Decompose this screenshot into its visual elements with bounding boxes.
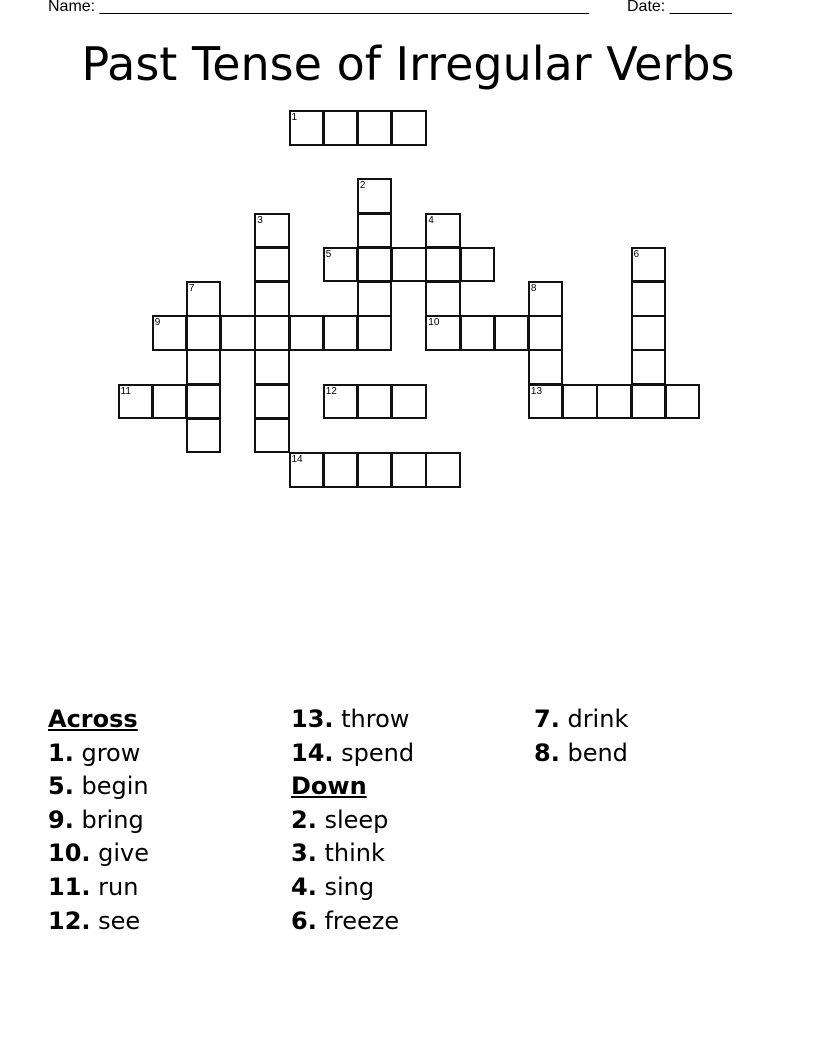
clue-item xyxy=(48,837,149,871)
clue-number: 14 xyxy=(291,454,303,465)
grid-cell[interactable] xyxy=(357,452,393,488)
grid-cell[interactable] xyxy=(254,418,290,454)
grid-cell[interactable] xyxy=(425,247,461,283)
grid-cell[interactable] xyxy=(460,315,496,351)
grid-cell[interactable] xyxy=(631,247,667,283)
grid-cell[interactable] xyxy=(631,349,667,385)
clue-item-text: begin xyxy=(73,772,149,801)
grid-cell[interactable] xyxy=(391,452,427,488)
grid-cell[interactable] xyxy=(528,384,564,420)
clue-item-text: bend xyxy=(559,738,628,767)
clue-item-text: throw xyxy=(333,705,410,733)
clue-number: 2 xyxy=(359,180,366,192)
clue-item xyxy=(48,905,149,939)
clue-item xyxy=(291,737,414,771)
grid-cell[interactable] xyxy=(323,315,359,351)
clue-item-number: 11. xyxy=(48,872,91,901)
clue-number: 12 xyxy=(325,385,337,397)
grid-cell[interactable] xyxy=(631,281,667,317)
clue-item xyxy=(48,737,149,771)
clue-item-number: 1. xyxy=(48,738,74,767)
clue-item-number: 4. xyxy=(291,872,317,901)
clue-number: 3 xyxy=(257,214,263,226)
grid-cell[interactable] xyxy=(562,384,598,420)
clue-item xyxy=(291,871,414,905)
page-title: Past Tense of Irregular Verbs xyxy=(81,37,735,91)
clue-number: 1 xyxy=(291,112,298,123)
clue-item xyxy=(291,837,414,871)
clue-item-text: grow xyxy=(73,738,141,767)
clue-column-1 xyxy=(48,703,149,938)
clue-item xyxy=(48,871,149,905)
clue-item-number: 12. xyxy=(48,906,91,935)
grid-cell[interactable] xyxy=(254,281,290,317)
grid-cell[interactable] xyxy=(323,452,359,488)
clue-item-number: 10. xyxy=(48,839,91,868)
clue-item-text: bring xyxy=(73,805,144,834)
grid-cell[interactable] xyxy=(323,384,359,420)
grid-cell[interactable] xyxy=(152,315,188,351)
clue-item-text: give xyxy=(90,839,150,868)
grid-cell[interactable] xyxy=(186,384,222,420)
grid-cell[interactable] xyxy=(528,349,564,385)
grid-cell[interactable] xyxy=(665,384,701,420)
clue-item xyxy=(48,804,149,838)
grid-cell[interactable] xyxy=(391,247,427,283)
clue-number: 10 xyxy=(428,317,440,329)
clue-item xyxy=(291,703,414,737)
clue-item-text: sing xyxy=(316,872,375,901)
clue-item xyxy=(291,905,414,939)
grid-cell[interactable] xyxy=(425,281,461,317)
clue-item-number: 14. xyxy=(291,738,334,767)
clue-heading: Down xyxy=(291,772,367,801)
grid-cell[interactable] xyxy=(357,178,393,214)
clue-item-number: 5. xyxy=(48,772,74,801)
clue-item-number: 7. xyxy=(534,705,560,733)
grid-cell[interactable] xyxy=(323,247,359,283)
clue-item-number: 6. xyxy=(291,906,317,935)
grid-cell[interactable] xyxy=(186,315,222,351)
clue-item-text: see xyxy=(90,906,141,935)
clue-item-text: sleep xyxy=(316,805,389,834)
clue-item xyxy=(534,737,628,771)
clue-number: 8 xyxy=(530,283,537,294)
grid-cell[interactable] xyxy=(323,110,359,146)
clue-column-3 xyxy=(534,703,628,770)
name-label: Name: xyxy=(48,0,96,15)
grid-cell[interactable] xyxy=(425,452,461,488)
clue-item-number: 9. xyxy=(48,805,74,834)
grid-cell[interactable] xyxy=(254,384,290,420)
grid-cell[interactable] xyxy=(494,315,530,351)
clue-item-text: spend xyxy=(333,738,415,767)
grid-cell[interactable] xyxy=(289,452,325,488)
grid-cell[interactable] xyxy=(357,384,393,420)
grid-cell[interactable] xyxy=(425,315,461,351)
clue-item-text: freeze xyxy=(316,906,400,935)
clue-item-text: think xyxy=(316,839,385,868)
clue-number: 7 xyxy=(188,283,195,294)
clue-item-number: 13. xyxy=(291,705,334,733)
grid-cell[interactable] xyxy=(391,110,427,146)
clue-heading: Across xyxy=(48,705,138,733)
grid-cell[interactable] xyxy=(357,247,393,283)
crossword-grid xyxy=(0,0,816,520)
grid-cell[interactable] xyxy=(118,384,154,420)
grid-cell[interactable] xyxy=(631,384,667,420)
clue-item xyxy=(48,770,149,804)
grid-cell[interactable] xyxy=(289,110,325,146)
grid-cell[interactable] xyxy=(357,213,393,249)
grid-cell[interactable] xyxy=(254,349,290,385)
grid-cell[interactable] xyxy=(186,281,222,317)
grid-cell[interactable] xyxy=(425,213,461,249)
clue-item-number: 2. xyxy=(291,805,317,834)
clue-number: 5 xyxy=(325,248,332,260)
grid-cell[interactable] xyxy=(186,418,222,454)
name-blank: _______________________________________________________ xyxy=(99,0,589,15)
clue-number: 6 xyxy=(633,248,640,260)
grid-cell[interactable] xyxy=(596,384,632,420)
grid-cell[interactable] xyxy=(391,384,427,420)
clue-column-2 xyxy=(291,703,414,938)
clue-item-text: run xyxy=(90,872,139,901)
clue-number: 11 xyxy=(120,385,131,397)
grid-cell[interactable] xyxy=(186,349,222,385)
grid-cell[interactable] xyxy=(528,315,564,351)
grid-cell[interactable] xyxy=(254,213,290,249)
clue-item-text: drink xyxy=(559,705,629,733)
grid-cell[interactable] xyxy=(460,247,496,283)
date-label: Date: xyxy=(627,0,666,15)
grid-cell[interactable] xyxy=(152,384,188,420)
clue-number: 9 xyxy=(154,317,161,329)
grid-cell[interactable] xyxy=(357,281,393,317)
grid-cell[interactable] xyxy=(220,315,256,351)
grid-cell[interactable] xyxy=(254,315,290,351)
grid-cell[interactable] xyxy=(631,315,667,351)
clue-number: 13 xyxy=(530,385,543,397)
grid-cell[interactable] xyxy=(357,315,393,351)
clue-item xyxy=(534,703,628,737)
grid-cell[interactable] xyxy=(254,247,290,283)
grid-cell[interactable] xyxy=(357,110,393,146)
grid-cell[interactable] xyxy=(289,315,325,351)
date-blank: _______ xyxy=(669,0,732,15)
grid-cell[interactable] xyxy=(528,281,564,317)
clue-number: 4 xyxy=(428,214,434,226)
clue-item-number: 3. xyxy=(291,839,317,868)
clue-item xyxy=(291,804,414,838)
clue-item-number: 8. xyxy=(534,738,560,767)
